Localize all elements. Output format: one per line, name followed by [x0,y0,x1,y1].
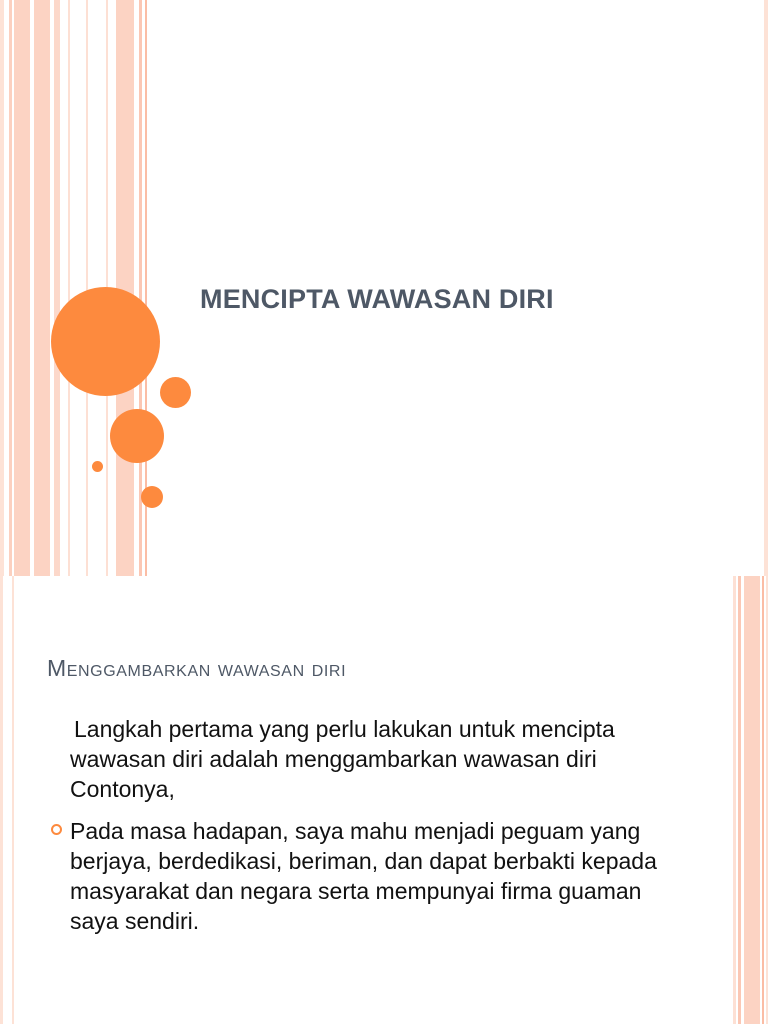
decorative-circle-large [51,287,160,396]
decorative-circle [92,461,103,472]
slide-title: MENCIPTA WAWASAN DIRI [200,284,554,314]
decorative-stripe [12,576,14,1024]
slide-heading: Menggambarkan wawasan diri [47,655,347,681]
decorative-circle [141,486,163,508]
decorative-stripe [0,576,3,1024]
decorative-stripe [738,576,741,1024]
decorative-stripe [14,0,30,576]
decorative-stripe [68,0,70,576]
intro-paragraph: Langkah pertama yang perlu lakukan untuk mencipta wawasan diri adalah menggambarkan wawasan diri Contonya, [70,716,615,802]
decorative-stripe [54,0,60,576]
decorative-stripe [0,0,4,576]
circle-bullet-icon [51,824,62,835]
decorative-stripe [764,0,768,576]
decorative-stripe [733,576,736,1024]
decorative-stripe [139,0,142,576]
decorative-stripe [9,0,12,576]
decorative-stripe [34,0,50,576]
decorative-circle [110,409,164,463]
decorative-stripe [762,576,764,1024]
decorative-circle [160,377,191,408]
bullet-item: Pada masa hadapan, saya mahu menjadi peguam yang berjaya, berdedikasi, beriman, dan dapat berbakti kepada masyarakat dan negara serta mempunyai firma guaman saya sendiri. [70,818,657,934]
decorative-stripe [86,0,88,576]
decorative-stripe [744,576,760,1024]
